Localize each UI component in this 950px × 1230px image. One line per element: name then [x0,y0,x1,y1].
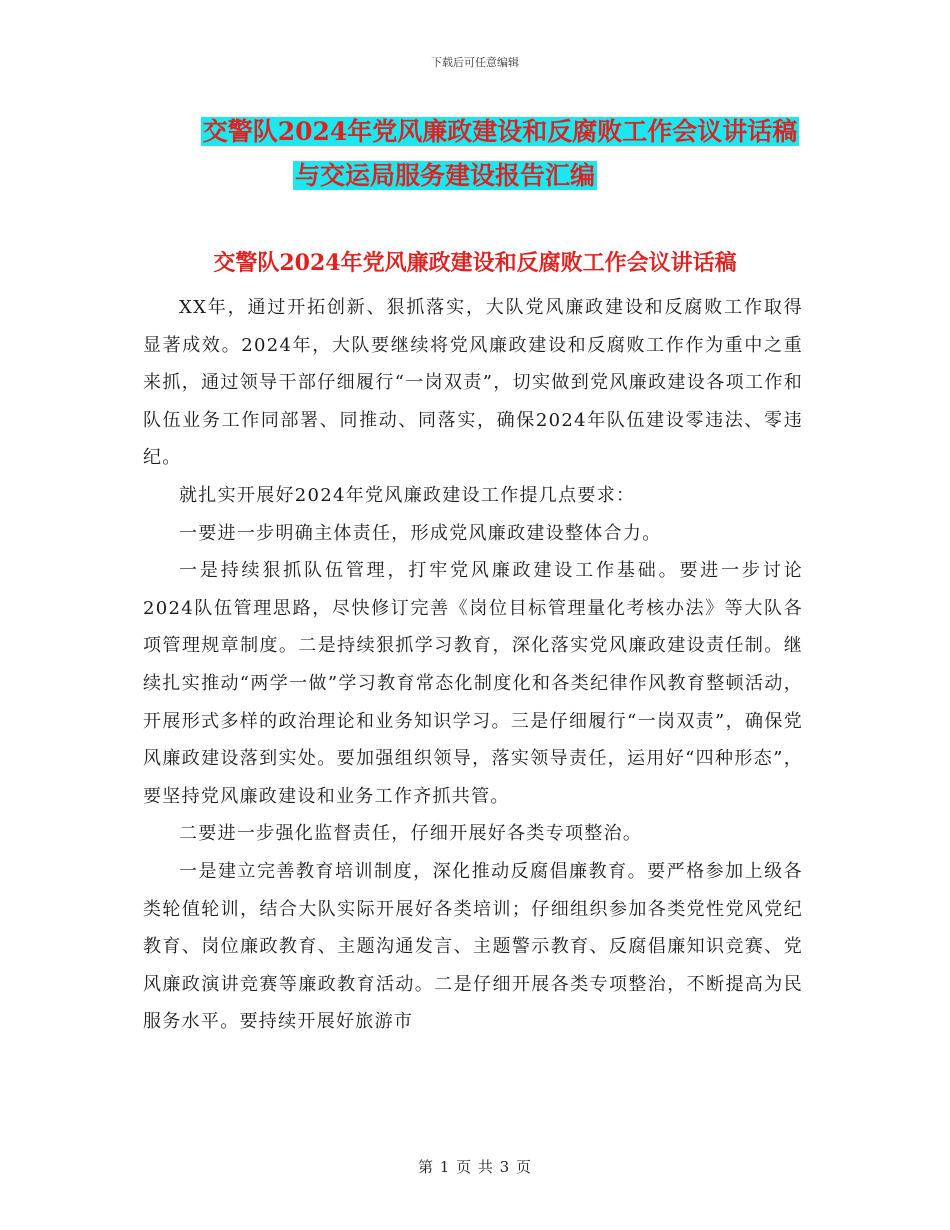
header-note: 下载后可任意编辑 [431,56,519,69]
page-footer: 第 1 页 共 3 页 [418,1158,532,1176]
body-text [143,289,803,1041]
document-title-line-2: 与交运局服务建设报告汇编 [294,161,595,190]
paragraph: 一是建立完善教育培训制度，深化推动反腐倡廉教育。要严格参加上级各类轮值轮训，结合大队实际开展好各类培训；仔细组织参加各类党性党风党纪教育、岗位廉政教育、主题沟通发言、主题警示教育、反腐倡廉知识竞赛、党风廉政演讲竞赛等廉政教育活动。二是仔细开展各类专项整治，不断提高为民服务水平。要持续开展好旅游市 [143,860,803,1033]
document-title [0,110,950,198]
paragraph: 二要进一步强化监督责任，仔细开展好各类专项整治。 [179,823,643,845]
paragraph: XX年，通过开拓创新、狠抓落实，大队党风廉政建设和反腐败工作取得显著成效。2024年，大队要继续将党风廉政建设和反腐败工作作为重中之重来抓，通过领导干部仔细履行“一岗双责”，切实做到党风廉政建设各项工作和队伍业务工作同部署、同推动、同落实，确保2024年队伍建设零违法、零违纪。 [143,297,803,469]
paragraph: 就扎实开展好2024年党风廉政建设工作提几点要求： [179,484,636,506]
paragraph: 一要进一步明确主体责任，形成党风廉政建设整体合力。 [179,522,662,544]
paragraph: 一是持续狠抓队伍管理，打牢党风廉政建设工作基础。要进一步讨论2024队伍管理思路，尽快修订完善《岗位目标管理量化考核办法》等大队各项管理规章制度。二是持续狠抓学习教育，深化落实党风廉政建设责任制。继续扎实推动“两学一做”学习教育常态化制度化和各类纪律作风教育整顿活动，开展形式多样的政治理论和业务知识学习。三是仔细履行“一岗双责”，确保党风廉政建设落到实处。要加强组织领导，落实领导责任，运用好“四种形态”，要坚持党风廉政建设和业务工作齐抓共管。 [143,560,803,807]
document-title-line-1: 交警队2024年党风廉政建设和反腐败工作会议讲话稿 [202,117,798,146]
section-title: 交警队2024年党风廉政建设和反腐败工作会议讲话稿 [213,250,737,276]
